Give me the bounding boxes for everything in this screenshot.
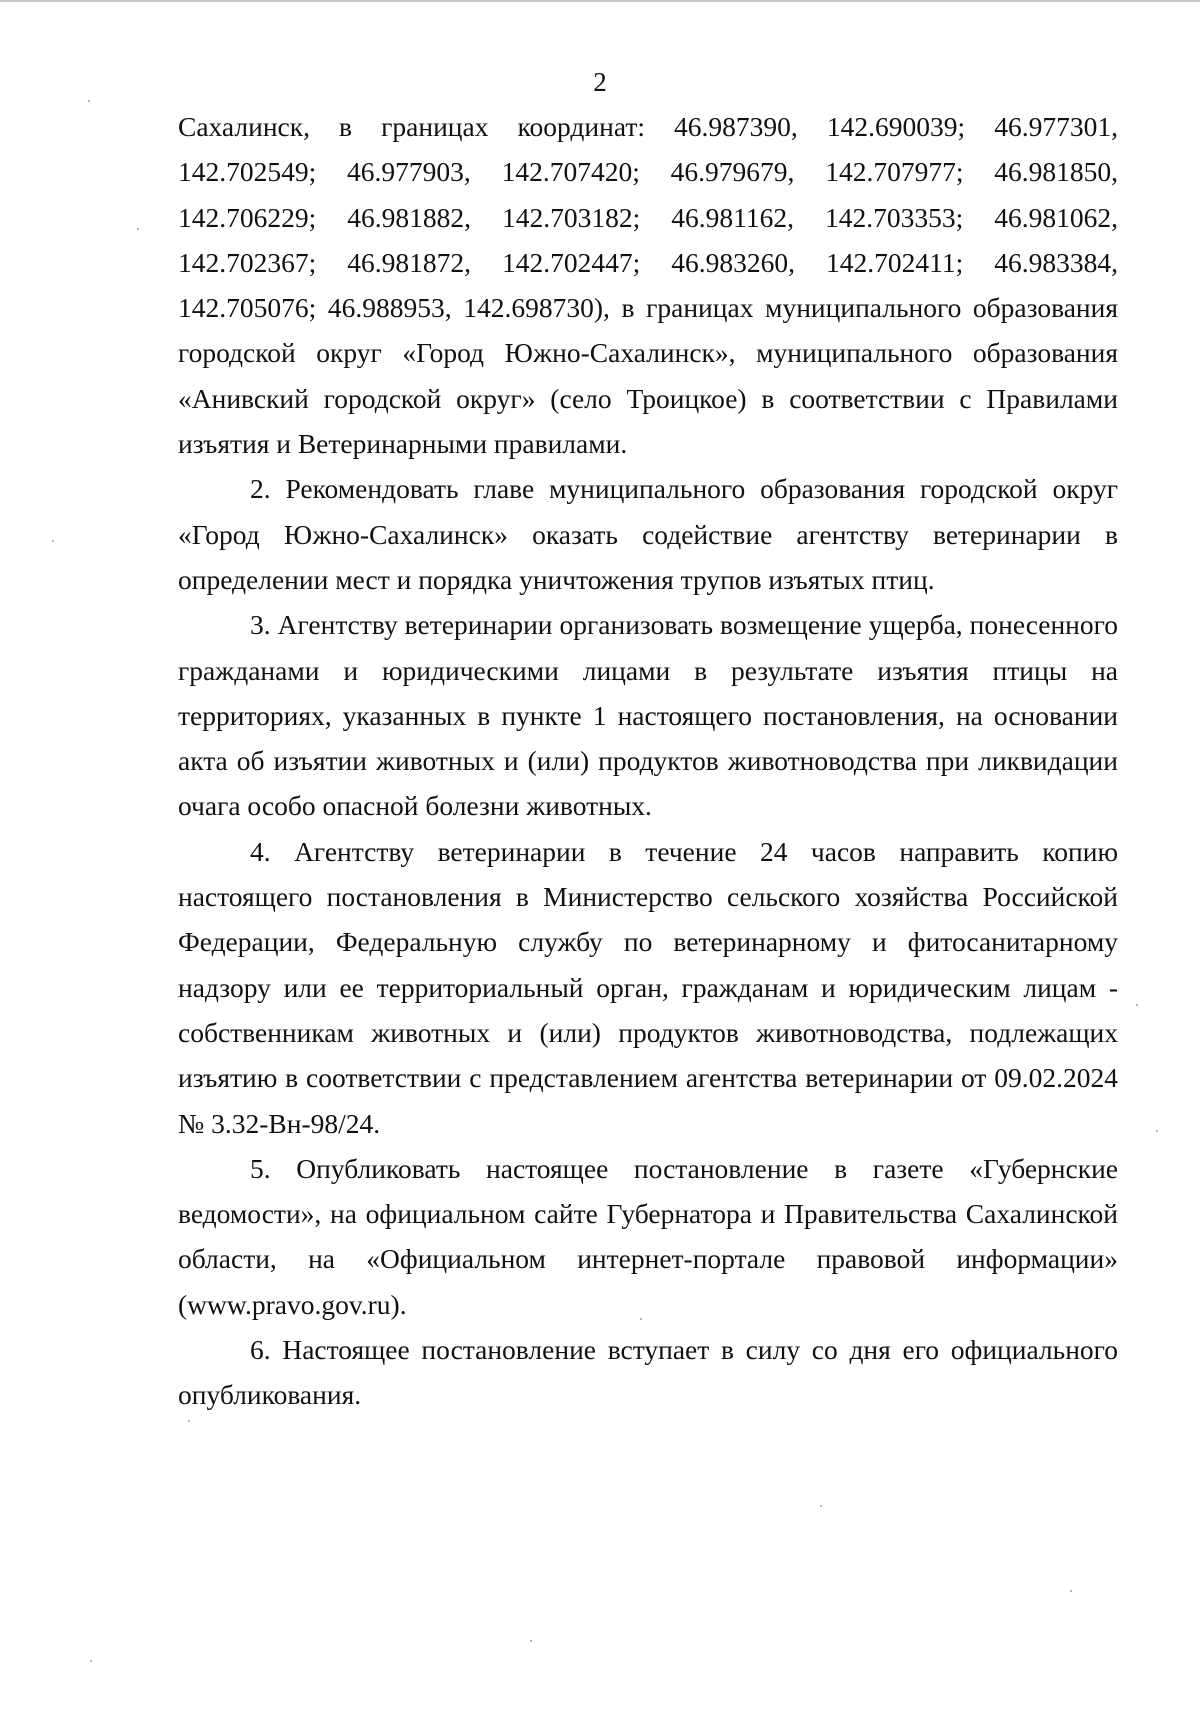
page-number: 2 [593, 67, 607, 97]
paragraph-4-reference: № 3.32-Вн-98/24. [178, 1107, 381, 1139]
scan-speck [1136, 1004, 1138, 1006]
scan-speck [52, 540, 54, 542]
scan-edge-line [0, 0, 1200, 2]
paragraph-4: 4. Агентству ветеринарии в течение 24 часов направить копию настоящего постановления в Министерство сельского хозяйства Российской Федерации, Федеральную службу по ветеринарному и фитосанитарному надзору или ее территориальный орган, гражданам и юридическим лицам - собственникам животных и (или) продуктов животноводства, подлежащих изъятию в соответствии с представлением агентства ветеринарии от 09.02.2024 [178, 835, 1118, 1094]
coordinates-line-2: 142.702549; 46.977903, 142.707420; 46.979679, 142.707977; 46.981850, [178, 156, 1118, 188]
document-body [178, 104, 1118, 1418]
scan-speck [820, 1505, 822, 1507]
scan-speck [1070, 1590, 1072, 1592]
paragraph-6: 6. Настоящее постановление вступает в силу со дня его официального опубликования. [178, 1334, 1118, 1411]
paragraph-5-url: (www.pravo.gov.ru). [178, 1288, 407, 1320]
scan-speck [188, 1420, 190, 1422]
scan-speck [88, 100, 90, 102]
coordinates-line-1: Сахалинск, в границах координат: 46.987390, 142.690039; 46.977301, [178, 111, 1118, 142]
paragraph-5: 5. Опубликовать настоящее постановление в газете «Губернские ведомости», на официальном сайте Губернатора и Правительства Сахалинской области, на «Официальном интернет-портале правовой информации» [178, 1152, 1118, 1275]
scan-speck [640, 1318, 642, 1320]
paragraph-1-continuation: 142.705076; 46.988953, 142.698730), в границах муниципального образования городской округ «Город Южно-Сахалинск», муниципального образования «Анивский городской округ» (село Троицкое) в соответствии с Правилами изъятия и Ветеринарными правилами. [178, 292, 1118, 460]
scan-speck [1156, 1130, 1158, 1132]
coordinates-line-3: 142.706229; 46.981882, 142.703182; 46.981162, 142.703353; 46.981062, [178, 201, 1118, 233]
coordinates-line-4: 142.702367; 46.981872, 142.702447; 46.983260, 142.702411; 46.983384, [178, 246, 1118, 278]
paragraph-3: 3. Агентству ветеринарии организовать возмещение ущерба, понесенного гражданами и юридическими лицами в результате изъятия птицы на территориях, указанных в пункте 1 настоящего постановления, на основании акта об изъятии животных и (или) продуктов животноводства при ликвидации очага особо опасной болезни животных. [178, 609, 1118, 822]
scan-speck [90, 1660, 92, 1662]
scan-speck [137, 228, 139, 230]
paragraph-2: 2. Рекомендовать главе муниципального образования городской округ «Город Южно-Сахалинск» оказать содействие агентству ветеринарии в определении мест и порядка уничтожения трупов изъятых птиц. [178, 473, 1118, 595]
scan-speck [530, 1640, 532, 1642]
